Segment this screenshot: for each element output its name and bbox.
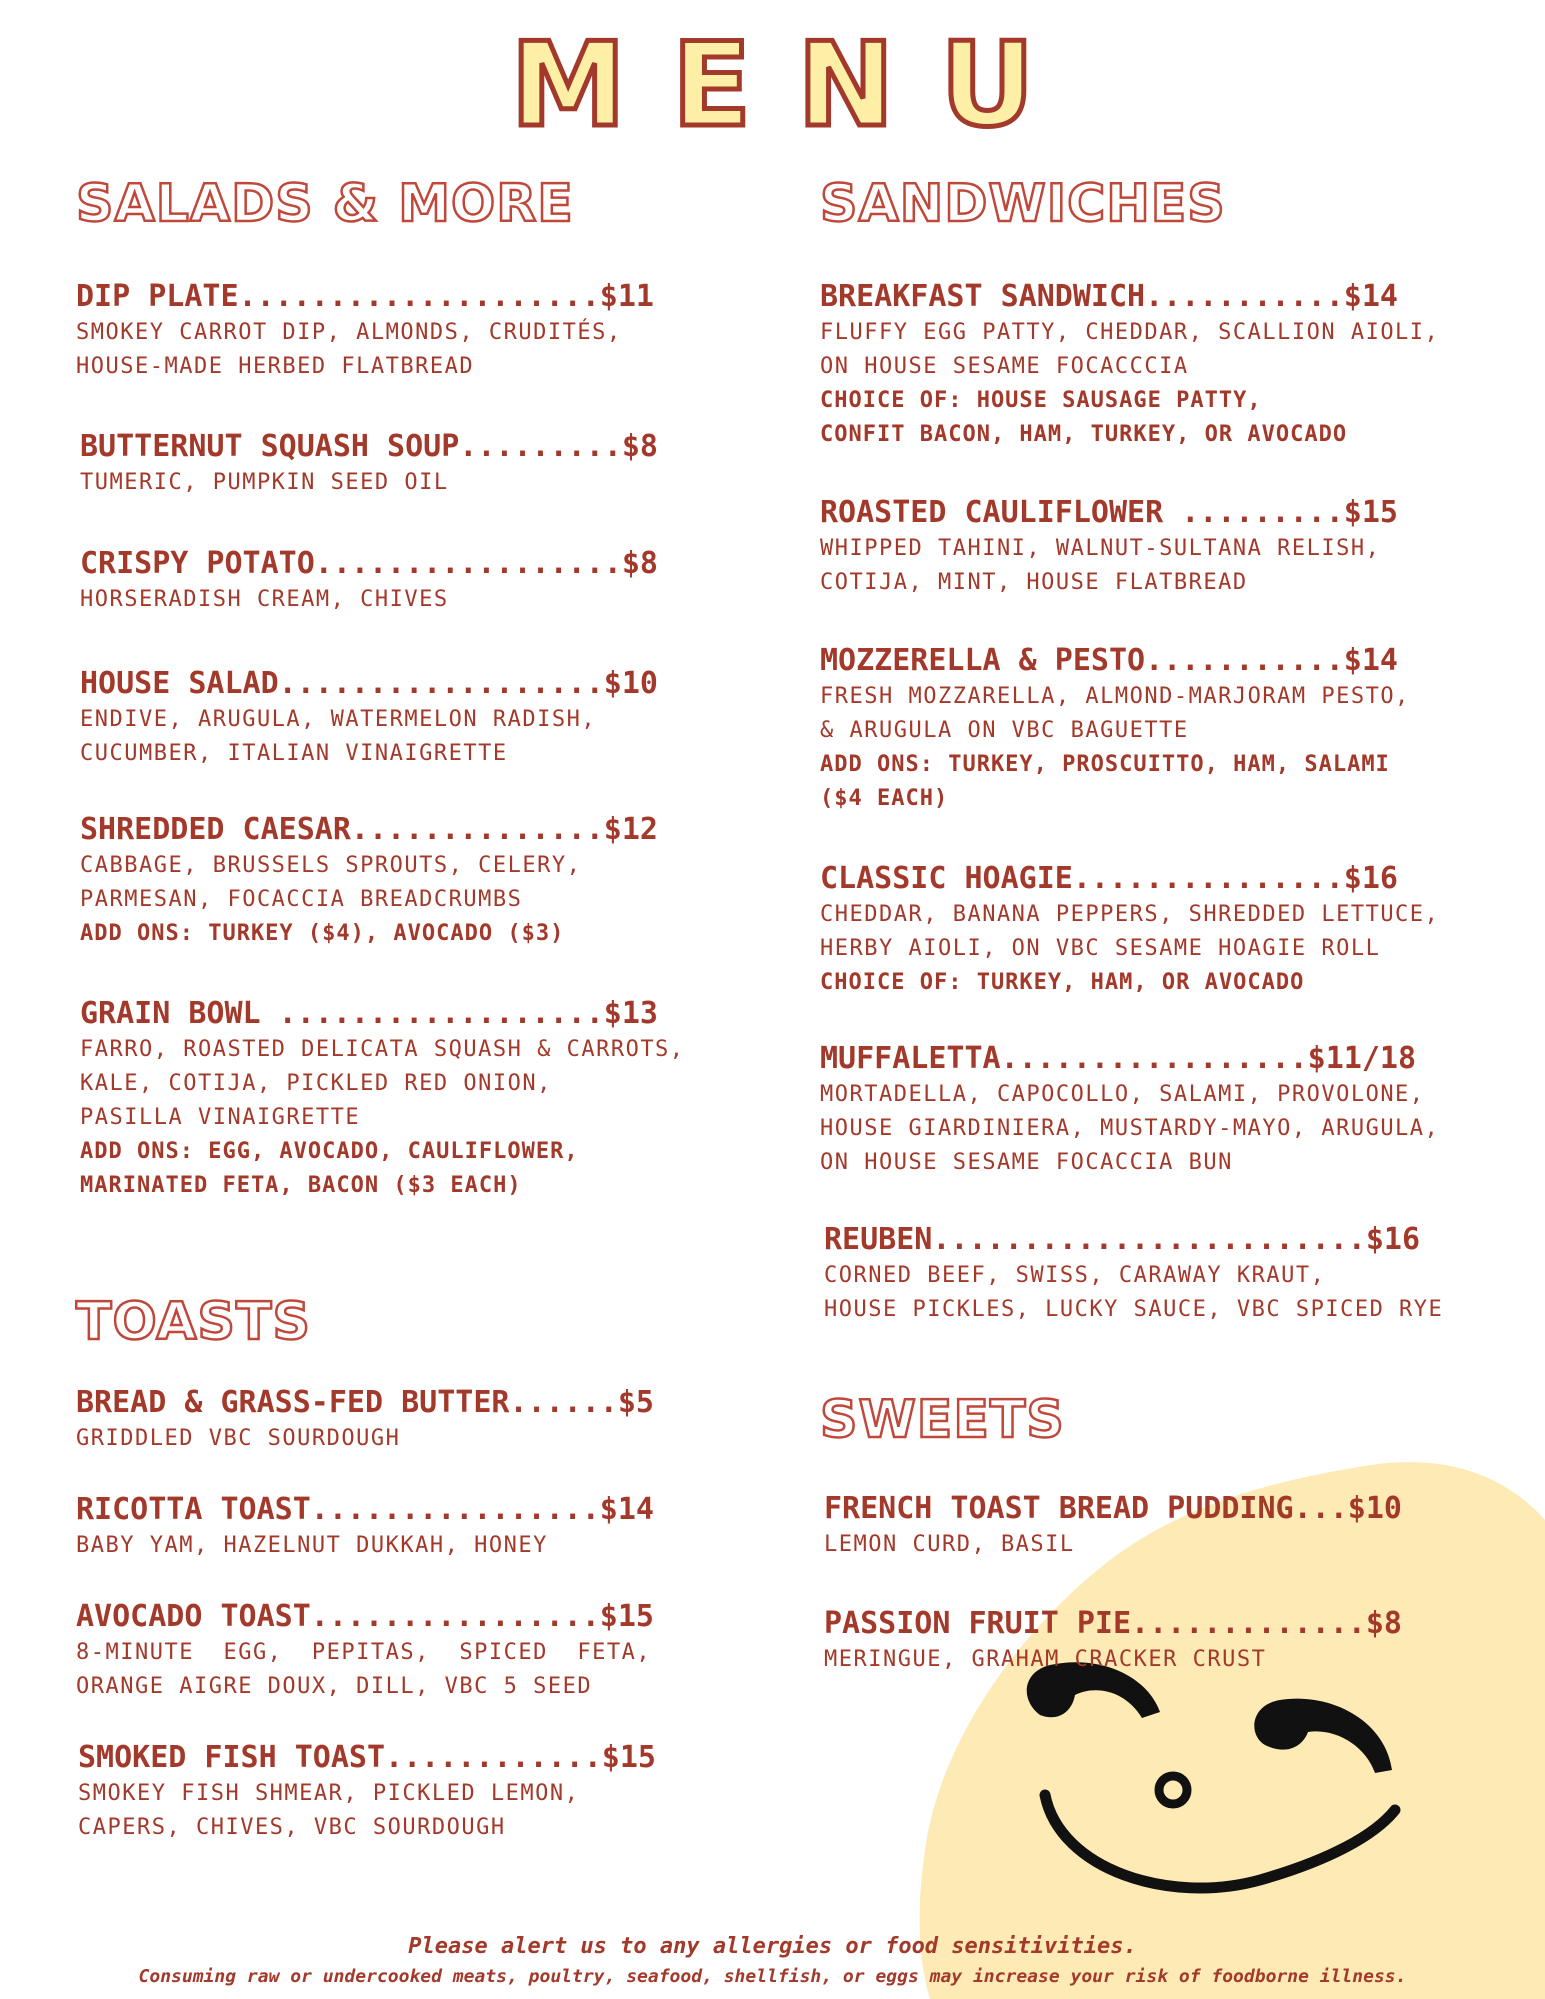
item-desc: ON HOUSE SESAME FOCACCCIA bbox=[820, 354, 1189, 379]
item-name: ROASTED CAULIFLOWER .........$15 bbox=[820, 495, 1398, 530]
item-addon: CHOICE OF: HOUSE SAUSAGE PATTY, bbox=[820, 388, 1262, 413]
item-name: FRENCH TOAST BREAD PUDDING...$10 bbox=[824, 1491, 1402, 1526]
menu-item bbox=[824, 1221, 1443, 1327]
menu-item bbox=[76, 278, 654, 384]
item-desc: PASILLA VINAIGRETTE bbox=[80, 1105, 361, 1130]
item-addon: CHOICE OF: TURKEY, HAM, OR AVOCADO bbox=[820, 970, 1305, 995]
item-name: REUBEN........................$16 bbox=[824, 1222, 1421, 1257]
item-desc: HORSERADISH CREAM, CHIVES bbox=[80, 587, 449, 612]
item-desc: CUCUMBER, ITALIAN VINAIGRETTE bbox=[80, 741, 508, 766]
item-name: SHREDDED CAESAR..............$12 bbox=[80, 812, 658, 847]
menu-item bbox=[824, 1490, 1402, 1562]
item-name: CRISPY POTATO.................$8 bbox=[80, 546, 658, 581]
item-name: GRAIN BOWL ..................$13 bbox=[80, 996, 658, 1031]
item-desc: COTIJA, MINT, HOUSE FLATBREAD bbox=[820, 570, 1248, 595]
item-desc: ORANGE AIGRE DOUX, DILL, VBC 5 SEED bbox=[76, 1674, 593, 1699]
section-heading-sweets: SWEETS bbox=[820, 1390, 1065, 1450]
menu-item bbox=[76, 1384, 654, 1456]
item-name: BUTTERNUT SQUASH SOUP.........$8 bbox=[80, 429, 658, 464]
item-name: MUFFALETTA.................$11/18 bbox=[820, 1041, 1417, 1076]
item-desc: 8-MINUTE EGG, PEPITAS, SPICED FETA, bbox=[76, 1640, 652, 1665]
item-addon: ADD ONS: EGG, AVOCADO, CAULIFLOWER, bbox=[80, 1139, 579, 1164]
item-addon: ADD ONS: TURKEY, PROSCUITTO, HAM, SALAMI bbox=[820, 752, 1390, 777]
item-desc: SMOKEY FISH SHMEAR, PICKLED LEMON, bbox=[78, 1781, 580, 1806]
menu-item bbox=[824, 1605, 1402, 1677]
menu-item bbox=[80, 665, 658, 771]
item-addon: ADD ONS: TURKEY ($4), AVOCADO ($3) bbox=[80, 921, 565, 946]
menu-item bbox=[820, 278, 1439, 452]
item-name: BREAD & GRASS-FED BUTTER......$5 bbox=[76, 1385, 654, 1420]
item-desc: GRIDDLED VBC SOURDOUGH bbox=[76, 1426, 401, 1451]
item-desc: BABY YAM, HAZELNUT DUKKAH, HONEY bbox=[76, 1533, 548, 1558]
menu-item bbox=[820, 860, 1439, 1000]
item-desc: CABBAGE, BRUSSELS SPROUTS, CELERY, bbox=[80, 853, 582, 878]
item-desc: FLUFFY EGG PATTY, CHEDDAR, SCALLION AIOLI, bbox=[820, 320, 1440, 345]
menu-item bbox=[80, 995, 685, 1203]
item-desc: & ARUGULA ON VBC BAGUETTE bbox=[820, 718, 1189, 743]
item-desc: HOUSE GIARDINIERA, MUSTARDY-MAYO, ARUGULA, bbox=[820, 1116, 1440, 1141]
item-addon: ($4 EACH) bbox=[820, 786, 949, 811]
item-desc: FARRO, ROASTED DELICATA SQUASH & CARROTS, bbox=[80, 1037, 685, 1062]
menu-item bbox=[80, 428, 658, 500]
item-desc: SMOKEY CARROT DIP, ALMONDS, CRUDITÉS, bbox=[76, 320, 622, 345]
item-desc: FRESH MOZZARELLA, ALMOND-MARJORAM PESTO, bbox=[820, 684, 1410, 709]
menu-item bbox=[820, 1040, 1439, 1180]
item-desc: WHIPPED TAHINI, WALNUT-SULTANA RELISH, bbox=[820, 536, 1381, 561]
item-name: AVOCADO TOAST................$15 bbox=[76, 1599, 654, 1634]
item-name: RICOTTA TOAST................$14 bbox=[76, 1492, 654, 1527]
section-heading-salads: SALADS & MORE bbox=[76, 174, 574, 234]
item-desc: CORNED BEEF, SWISS, CARAWAY KRAUT, bbox=[824, 1263, 1326, 1288]
item-desc: HOUSE-MADE HERBED FLATBREAD bbox=[76, 354, 475, 379]
menu-item bbox=[76, 1598, 654, 1704]
item-desc: MORTADELLA, CAPOCOLLO, SALAMI, PROVOLONE, bbox=[820, 1082, 1425, 1107]
item-desc: CHEDDAR, BANANA PEPPERS, SHREDDED LETTUCE, bbox=[820, 902, 1440, 927]
item-desc: ON HOUSE SESAME FOCACCIA BUN bbox=[820, 1150, 1233, 1175]
item-desc: HOUSE PICKLES, LUCKY SAUCE, VBC SPICED RYE bbox=[824, 1297, 1444, 1322]
menu-item bbox=[78, 1739, 656, 1845]
item-desc: MERINGUE, GRAHAM CRACKER CRUST bbox=[824, 1647, 1267, 1672]
item-name: SMOKED FISH TOAST............$15 bbox=[78, 1740, 656, 1775]
menu-title: MENU bbox=[510, 18, 1081, 153]
item-name: BREAKFAST SANDWICH...........$14 bbox=[820, 279, 1398, 314]
item-desc: LEMON CURD, BASIL bbox=[824, 1532, 1075, 1557]
section-heading-toasts: TOASTS bbox=[76, 1292, 311, 1352]
item-desc: ENDIVE, ARUGULA, WATERMELON RADISH, bbox=[80, 707, 597, 732]
item-addon: CONFIT BACON, HAM, TURKEY, OR AVOCADO bbox=[820, 422, 1348, 447]
menu-item bbox=[820, 494, 1398, 600]
item-name: CLASSIC HOAGIE...............$16 bbox=[820, 861, 1398, 896]
allergy-notice: Please alert us to any allergies or food sensitivities. bbox=[408, 1934, 1137, 1959]
item-name: DIP PLATE....................$11 bbox=[76, 279, 654, 314]
item-addon: MARINATED FETA, BACON ($3 EACH) bbox=[80, 1173, 522, 1198]
menu-item bbox=[80, 545, 658, 617]
item-name: HOUSE SALAD..................$10 bbox=[80, 666, 658, 701]
section-heading-sandwiches: SANDWICHES bbox=[820, 174, 1226, 234]
item-desc: PARMESAN, FOCACCIA BREADCRUMBS bbox=[80, 887, 523, 912]
item-desc: HERBY AIOLI, ON VBC SESAME HOAGIE ROLL bbox=[820, 936, 1381, 961]
food-safety-warning: Consuming raw or undercooked meats, poultry, seafood, shellfish, or eggs may increase your risk of foodborne illness. bbox=[138, 1966, 1407, 1987]
item-desc: KALE, COTIJA, PICKLED RED ONION, bbox=[80, 1071, 552, 1096]
menu-item bbox=[76, 1491, 654, 1563]
item-name: PASSION FRUIT PIE.............$8 bbox=[824, 1606, 1402, 1641]
menu-item bbox=[820, 642, 1410, 816]
item-desc: TUMERIC, PUMPKIN SEED OIL bbox=[80, 470, 449, 495]
item-desc: CAPERS, CHIVES, VBC SOURDOUGH bbox=[78, 1815, 506, 1840]
menu-item bbox=[80, 811, 658, 951]
item-name: MOZZERELLA & PESTO...........$14 bbox=[820, 643, 1398, 678]
